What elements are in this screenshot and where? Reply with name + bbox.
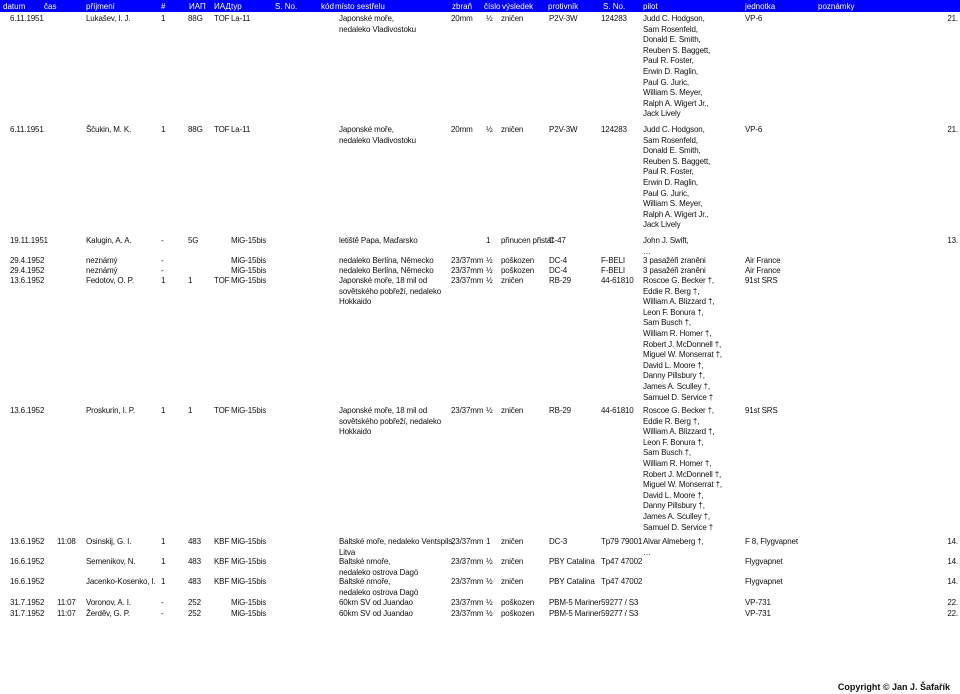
col-sno2: S. No. — [603, 2, 626, 11]
cell-num: 1 — [161, 577, 166, 586]
cell-sno2: 59277 / S3 — [601, 598, 639, 607]
col-zbran: zbraň — [452, 2, 473, 11]
cell-poznamky: 14. — [947, 577, 958, 586]
cell-datum: 13.6.1952 — [10, 276, 45, 285]
cell-cislo: ½ — [486, 557, 493, 566]
cell-cislo: ½ — [486, 14, 493, 23]
cell-pilot: Judd C. Hodgson, Sam Rosenfeld, Donald E. Smith, Reuben S. Baggett, Paul R. Foster, Erwin D. Raglin, Paul G. Juric, William S. Meyer, Ralph A. Wigert Jr., Jack Lively — [643, 125, 711, 230]
cell-zbran: 20mm — [451, 125, 473, 134]
cell-datum: 31.7.1952 — [10, 598, 45, 607]
cell-cislo: ½ — [486, 598, 493, 607]
cell-poznamky: 21. — [947, 125, 958, 134]
cell-sno2: F-BELI — [601, 266, 625, 275]
cell-vysledek: zničen — [501, 406, 524, 415]
cell-cas: 11:07 — [57, 609, 76, 618]
col-cislo: číslo — [484, 2, 501, 11]
cell-typ: MiG-15bis — [231, 406, 267, 415]
cell-cislo: ½ — [486, 406, 493, 415]
cell-protivnik: C-47 — [549, 236, 566, 245]
cell-typ: MiG-15bis — [231, 557, 267, 566]
cell-vysledek: zničen — [501, 577, 524, 586]
table-header — [0, 0, 960, 12]
cell-num: - — [161, 598, 164, 607]
cell-datum: 16.6.1952 — [10, 557, 45, 566]
cell-vysledek: poškozen — [501, 609, 535, 618]
col-prijmeni: příjmení — [86, 2, 115, 11]
cell-sno2: 44-61810 — [601, 276, 634, 285]
cell-protivnik: PBY Catalina — [549, 557, 595, 566]
cell-sno2: 124283 — [601, 14, 627, 23]
cell-pilot: John J. Swift, … — [643, 236, 689, 256]
col-poznamky: poznámky — [818, 2, 855, 11]
cell-datum: 13.6.1952 — [10, 537, 45, 546]
cell-iad: KBF — [214, 557, 230, 566]
cell-vysledek: poškozen — [501, 266, 535, 275]
cell-sno2: Tp47 47002 — [601, 557, 643, 566]
col-iap: ИАП — [189, 2, 206, 11]
cell-iap: 5G — [188, 236, 199, 245]
cell-cislo: ½ — [486, 125, 493, 134]
cell-poznamky: 13. — [947, 236, 958, 245]
cell-cislo: ½ — [486, 276, 493, 285]
cell-zbran: 23/37mm — [451, 598, 484, 607]
cell-sno2: Tp79 79001 — [601, 537, 643, 546]
cell-misto: letiště Papa, Maďarsko — [339, 236, 418, 245]
cell-misto: 60km SV od Juandao — [339, 598, 413, 607]
cell-typ: MiG-15bis — [231, 266, 267, 275]
cell-jednotka: VP-731 — [745, 598, 771, 607]
cell-jednotka: VP-6 — [745, 125, 763, 134]
cell-typ: La-11 — [231, 125, 251, 134]
cell-num: 1 — [161, 125, 166, 134]
cell-cislo: 1 — [486, 537, 491, 546]
cell-iap: 88G — [188, 125, 203, 134]
cell-prijmeni: Proskurin, I. P. — [86, 406, 136, 415]
cell-num: 1 — [161, 557, 166, 566]
cell-poznamky: 14. — [947, 557, 958, 566]
cell-misto: Japonské moře, 18 mil od sovětského pobřeží, nedaleko Hokkaido — [339, 276, 442, 307]
cell-prijmeni: Osinskij, G. I. — [86, 537, 132, 546]
col-iad: ИАД — [214, 2, 231, 11]
cell-zbran: 23/37mm — [451, 557, 484, 566]
cell-jednotka: Flygvapnet — [745, 557, 783, 566]
cell-misto: Baltské nmoře, nedaleko ostrova Dagö — [339, 577, 419, 597]
cell-typ: MiG-15bis — [231, 609, 267, 618]
cell-datum: 6.11.1951 — [10, 125, 44, 134]
cell-typ: La-11 — [231, 14, 251, 23]
cell-misto: Baltské nmoře, nedaleko ostrova Dagö — [339, 557, 419, 577]
cell-jednotka: Air France — [745, 256, 781, 265]
cell-prijmeni: Fedotov, O. P. — [86, 276, 134, 285]
cell-misto: Baltské moře, nedaleko Ventspils, Litva — [339, 537, 455, 557]
cell-prijmeni: Jacenko-Kosenko, I. — [86, 577, 156, 586]
col-typ: typ — [231, 2, 242, 11]
cell-iad: TOF — [214, 14, 230, 23]
col-vysledek: výsledek — [502, 2, 534, 11]
cell-cas: 11:08 — [57, 537, 76, 546]
cell-misto: Japonské moře, nedaleko Vladivostoku — [339, 125, 416, 145]
cell-datum: 16.6.1952 — [10, 577, 45, 586]
cell-pilot: Judd C. Hodgson, Sam Rosenfeld, Donald E. Smith, Reuben S. Baggett, Paul R. Foster, Erwin D. Raglin, Paul G. Juric, William S. Meyer, Ralph A. Wigert Jr., Jack Lively — [643, 14, 711, 119]
cell-jednotka: VP-731 — [745, 609, 771, 618]
cell-cislo: 1 — [486, 236, 491, 245]
cell-iap: 252 — [188, 598, 201, 607]
cell-typ: MiG-15bis — [231, 537, 267, 546]
cell-datum: 6.11.1951 — [10, 14, 44, 23]
cell-vysledek: poškozen — [501, 598, 535, 607]
col-jednotka: jednotka — [745, 2, 776, 11]
cell-jednotka: 91st SRS — [745, 406, 778, 415]
cell-protivnik: RB-29 — [549, 276, 571, 285]
cell-zbran: 20mm — [451, 14, 473, 23]
cell-zbran: 23/37mm — [451, 609, 484, 618]
cell-num: - — [161, 236, 164, 245]
cell-protivnik: PBM-5 Mariner — [549, 609, 601, 618]
cell-sno2: F-BELI — [601, 256, 625, 265]
cell-num: - — [161, 256, 164, 265]
cell-prijmeni: Kalugin, A. A. — [86, 236, 132, 245]
cell-protivnik: P2V-3W — [549, 14, 578, 23]
col-cas: čas — [44, 2, 57, 11]
col-misto: místo sestřelu — [335, 2, 385, 11]
cell-iad: TOF — [214, 125, 230, 134]
cell-protivnik: RB-29 — [549, 406, 571, 415]
cell-zbran: 23/37mm — [451, 406, 484, 415]
cell-typ: MiG-15bis — [231, 236, 267, 245]
cell-misto: Japonské moře, 18 mil od sovětského pobřeží, nedaleko Hokkaido — [339, 406, 442, 437]
cell-typ: MiG-15bis — [231, 577, 267, 586]
cell-num: 1 — [161, 276, 166, 285]
cell-cislo: ½ — [486, 577, 493, 586]
cell-iad: TOF — [214, 406, 230, 415]
cell-iad: TOF — [214, 276, 230, 285]
cell-zbran: 23/37mm — [451, 276, 484, 285]
cell-iap: 88G — [188, 14, 203, 23]
cell-num: 1 — [161, 406, 166, 415]
cell-pilot: Roscoe G. Becker †, Eddie R. Berg †, William A. Blizzard †, Leon F. Bonura †, Sam Busch †, William R. Homer †, Robert J. McDonnell †, Miguel W. Monserrat †, David L. Moore †, Danny Pillsbury †, James A. Sculley †, Samuel D. Service † — [643, 276, 722, 402]
cell-misto: 60km SV od Juandao — [339, 609, 413, 618]
cell-cislo: ½ — [486, 609, 493, 618]
cell-jednotka: F 8, Flygvapnet — [745, 537, 798, 546]
cell-iap: 1 — [188, 276, 193, 285]
cell-protivnik: PBM-5 Mariner — [549, 598, 601, 607]
cell-datum: 29.4.1952 — [10, 256, 45, 265]
cell-protivnik: DC-3 — [549, 537, 568, 546]
cell-iap: 1 — [188, 406, 193, 415]
cell-jednotka: Flygvapnet — [745, 577, 783, 586]
cell-vysledek: poškozen — [501, 256, 535, 265]
cell-vysledek: zničen — [501, 14, 524, 23]
cell-sno2: 124283 — [601, 125, 627, 134]
cell-num: - — [161, 266, 164, 275]
cell-prijmeni: neznámý — [86, 266, 118, 275]
cell-pilot: 3 pasažéři zraněni — [643, 266, 706, 275]
cell-jednotka: VP-6 — [745, 14, 763, 23]
cell-pilot: 3 pasažéři zraněni — [643, 256, 706, 265]
cell-num: 1 — [161, 537, 166, 546]
cell-protivnik: PBY Catalina — [549, 577, 595, 586]
cell-iad: KBF — [214, 537, 230, 546]
cell-poznamky: 22. — [947, 598, 958, 607]
cell-poznamky: 22. — [947, 609, 958, 618]
cell-iap: 252 — [188, 609, 201, 618]
cell-protivnik: DC-4 — [549, 266, 568, 275]
cell-datum: 19.11.1951 — [10, 236, 48, 245]
cell-zbran: 23/37mm — [451, 256, 484, 265]
cell-sno2: 59277 / S3 — [601, 609, 639, 618]
cell-datum: 29.4.1952 — [10, 266, 45, 275]
cell-prijmeni: Žerděv, G. P. — [86, 609, 130, 618]
cell-datum: 31.7.1952 — [10, 609, 45, 618]
cell-prijmeni: Semenikov, N. — [86, 557, 136, 566]
cell-prijmeni: Lukašev, I. J. — [86, 14, 131, 23]
cell-vysledek: zničen — [501, 537, 524, 546]
cell-sno2: Tp47 47002 — [601, 577, 643, 586]
cell-typ: MiG-15bis — [231, 256, 267, 265]
col-datum: datum — [3, 2, 26, 11]
cell-vysledek: přinucen přistát — [501, 236, 554, 245]
cell-iap: 483 — [188, 537, 201, 546]
cell-sno2: 44-61810 — [601, 406, 634, 415]
cell-pilot: Alvar Almeberg †, … — [643, 537, 704, 557]
cell-prijmeni: Voronov, A. I. — [86, 598, 131, 607]
cell-zbran: 23/37mm — [451, 537, 484, 546]
cell-jednotka: Air France — [745, 266, 781, 275]
cell-vysledek: zničen — [501, 557, 524, 566]
col-kod: kód — [321, 2, 334, 11]
cell-cas: 11:07 — [57, 598, 76, 607]
cell-jednotka: 91st SRS — [745, 276, 778, 285]
col-protivnik: protivník — [548, 2, 579, 11]
cell-iap: 483 — [188, 577, 201, 586]
cell-zbran: 23/37mm — [451, 266, 484, 275]
cell-prijmeni: Ščukin, M. K. — [86, 125, 132, 134]
cell-num: - — [161, 609, 164, 618]
col-sno: S. No. — [275, 2, 298, 11]
cell-misto: Japonské moře, nedaleko Vladivostoku — [339, 14, 416, 34]
cell-misto: nedaleko Berlína, Německo — [339, 256, 434, 265]
cell-vysledek: zničen — [501, 276, 524, 285]
cell-pilot: Roscoe G. Becker †, Eddie R. Berg †, William A. Blizzard †, Leon F. Bonura †, Sam Busch †, William R. Homer †, Robert J. McDonnell †, Miguel W. Monserrat †, David L. Moore †, Danny Pillsbury †, James A. Sculley †, Samuel D. Service † — [643, 406, 722, 532]
cell-vysledek: zničen — [501, 125, 524, 134]
cell-typ: MiG-15bis — [231, 276, 267, 285]
cell-prijmeni: neznámý — [86, 256, 118, 265]
col-pilot: pilot — [643, 2, 658, 11]
cell-poznamky: 14. — [947, 537, 958, 546]
cell-cislo: ½ — [486, 266, 493, 275]
cell-typ: MiG-15bis — [231, 598, 267, 607]
cell-misto: nedaleko Berlína, Německo — [339, 266, 434, 275]
cell-iad: KBF — [214, 577, 230, 586]
copyright: Copyright © Jan J. Šafařík — [837, 682, 950, 692]
cell-protivnik: P2V-3W — [549, 125, 578, 134]
cell-cislo: ½ — [486, 256, 493, 265]
cell-datum: 13.6.1952 — [10, 406, 45, 415]
cell-poznamky: 21. — [947, 14, 958, 23]
cell-num: 1 — [161, 14, 166, 23]
col-num: # — [161, 2, 166, 11]
cell-protivnik: DC-4 — [549, 256, 568, 265]
cell-zbran: 23/37mm — [451, 577, 484, 586]
cell-iap: 483 — [188, 557, 201, 566]
